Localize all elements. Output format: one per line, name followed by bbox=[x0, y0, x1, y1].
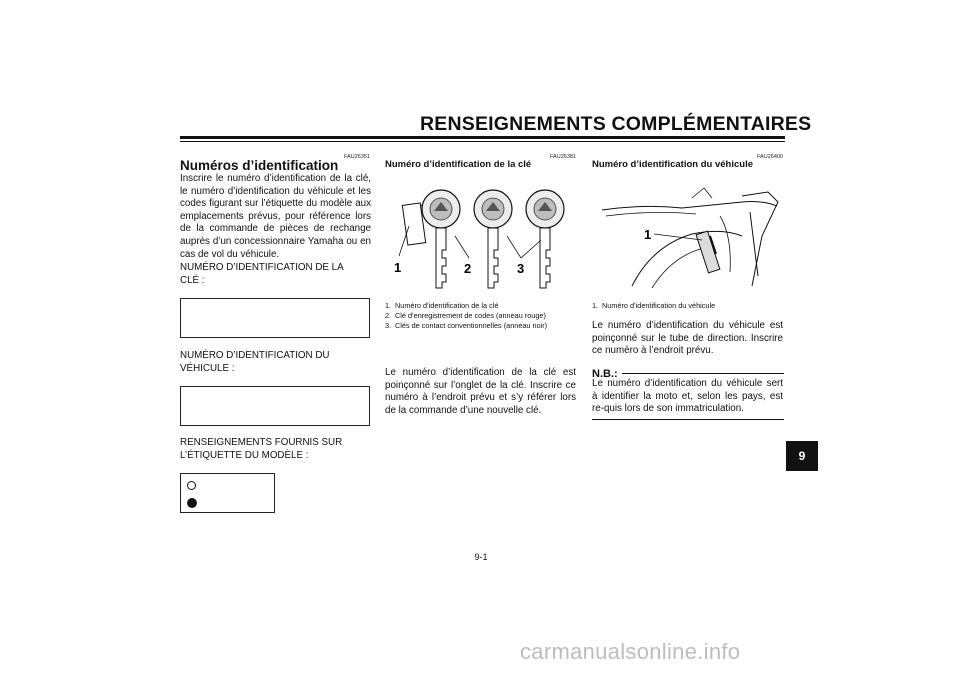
open-circle-icon bbox=[187, 481, 196, 490]
caption-item: 1. Numéro d’identification de la clé bbox=[385, 301, 499, 310]
steering-head-illustration bbox=[592, 176, 784, 294]
section-code: FAU26400 bbox=[757, 154, 783, 160]
caption-item: 1. Numéro d’identification du véhicule bbox=[592, 301, 716, 310]
key-number-field[interactable] bbox=[180, 298, 370, 338]
note-text: Le numéro d’identification du véhicule sert à identifier la moto et, selon les pays, est re-quis lors de son immatriculation. bbox=[592, 378, 783, 415]
key-2 bbox=[474, 190, 512, 288]
callout-1: 1 bbox=[394, 260, 402, 275]
chapter-tab: 9 bbox=[786, 441, 818, 471]
section-heading: Numéro d’identification du véhicule bbox=[592, 159, 753, 170]
model-label-label: RENSEIGNEMENTS FOURNIS SUR L’ÉTIQUETTE DU MODÈLE : bbox=[180, 437, 343, 461]
figure-captions bbox=[385, 301, 575, 331]
note-label: N.B.: bbox=[592, 368, 618, 380]
intro-paragraph: Inscrire le numéro d’identification de la clé, le numéro d’identification du véhicule et les codes figurant sur l’étiquette du modèle aux emplacements prévus, pour référence lors de la commande de pièces de rechange auprès d’un concessionnaire Yamaha ou en cas de vol du véhicule. bbox=[180, 173, 371, 260]
vehicle-number-paragraph: Le numéro d’identification du véhicule est poinçonné sur le tube de direction. Inscrire ce numéro à l’endroit prévu. bbox=[592, 320, 783, 357]
key-1 bbox=[422, 190, 460, 288]
caption-item: 3. Clés de contact conventionnelles (anneau noir) bbox=[385, 321, 548, 330]
header-rule-thick bbox=[180, 136, 785, 139]
figure-caption bbox=[592, 301, 784, 311]
note-rule-bottom bbox=[592, 419, 784, 420]
section-heading: Numéro d’identification de la clé bbox=[385, 159, 532, 170]
section-code: FAU26351 bbox=[344, 154, 370, 160]
page-title: RENSEIGNEMENTS COMPLÉMENTAIRES bbox=[420, 113, 812, 135]
watermark: carmanualsonline.info bbox=[520, 639, 741, 664]
section-heading: Numéros d’identification bbox=[180, 158, 339, 173]
callout-3: 3 bbox=[517, 261, 525, 276]
note-rule-top bbox=[622, 373, 784, 374]
keys-illustration bbox=[385, 178, 577, 296]
page-number: 9-1 bbox=[474, 552, 488, 562]
callout-2: 2 bbox=[464, 261, 472, 276]
key-number-label: NUMÉRO D’IDENTIFICATION DE LA CLÉ : bbox=[180, 262, 344, 286]
section-code: FAU26381 bbox=[550, 154, 576, 160]
vehicle-number-label: NUMÉRO D’IDENTIFICATION DU VÉHICULE : bbox=[180, 350, 330, 374]
key-3 bbox=[526, 190, 564, 288]
model-label-field[interactable] bbox=[180, 473, 275, 513]
key-number-paragraph: Le numéro d’identification de la clé est poinçonné sur l’onglet de la clé. Inscrire ce numéro à l’endroit prévu et s’y référer lors de la commande d’une nouvelle clé. bbox=[385, 367, 576, 416]
caption-item: 2. Clé d’enregistrement de codes (anneau rouge) bbox=[385, 311, 546, 320]
vehicle-number-field[interactable] bbox=[180, 386, 370, 426]
filled-circle-icon bbox=[187, 498, 197, 508]
header-rule-thin bbox=[180, 141, 785, 142]
callout-1: 1 bbox=[644, 227, 652, 242]
